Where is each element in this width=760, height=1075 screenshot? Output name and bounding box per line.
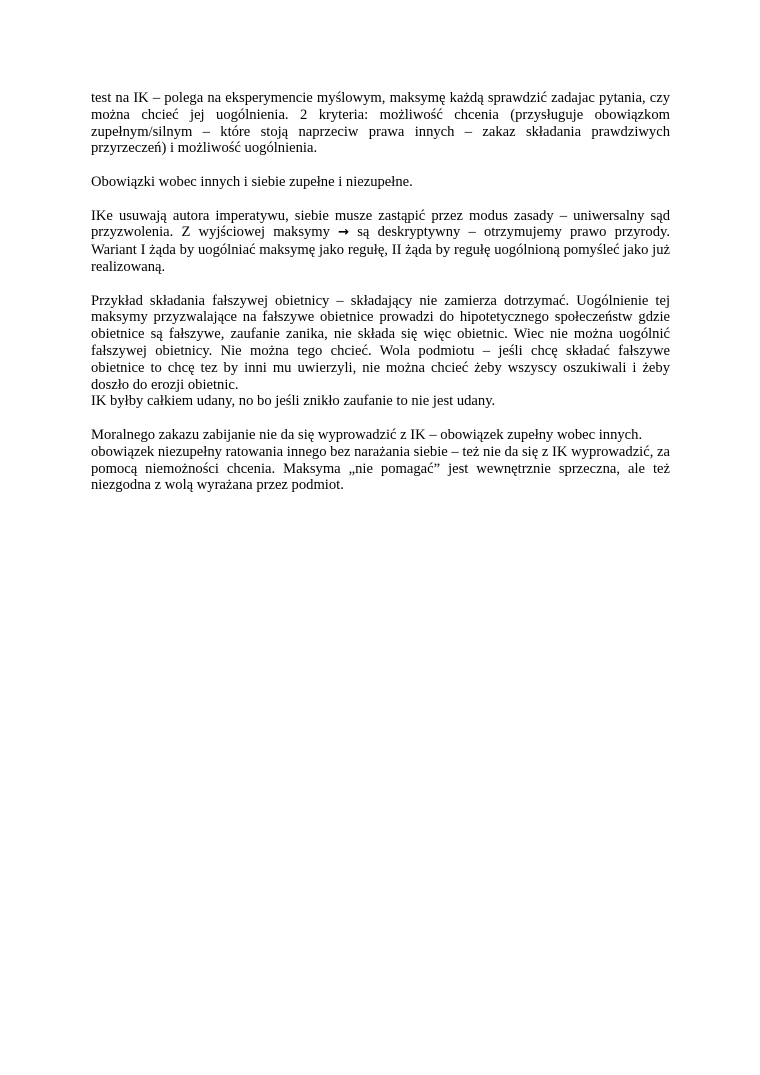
paragraph-text: test na IK – polega na eksperymencie myślowym, maksymę każdą sprawdzić zadajac pytania, czy można chcieć jej uogólnienia. 2 kryteria: możliwość chcenia (przysługuje obowiązkom zupełnym/silnym – które stoją naprzeciw prawa innych – zakaz składania prawdziwych przyrzeczeń) i możliwość uogólnienia. <box>91 90 670 157</box>
paragraph-duties <box>91 174 670 191</box>
document-body <box>91 90 670 511</box>
paragraph-text-after-arrow: są deskryptywny – otrzymujemy prawo przyrody. Wariant I żąda by uogólniać maksymę jako regułę, II żąda by regułę uogólnioną pomyśleć jako już realizowaną. <box>91 224 671 275</box>
paragraph-text: Przykład składania fałszywej obietnicy – składający nie zamierza dotrzymać. Uogólnienie tej maksymy przyzwalające na fałszywe obietnice prowadzi do hipotetycznego społeczeństw gdzie obietnice są fałszywe, zaufanie zanika, nie składa się więc obietnic. Wiec nie można uogólnić fałszywej obietnicy. Nie można tego chcieć. Wola podmiotu – jeśli chcę składać fałszywe obietnice to chcę tez by inni mu uwierzyli, nie można chcieć żeby wszyscy oszukiwali i żeby doszło do erozji obietnic. <box>91 292 670 393</box>
paragraph-text-before-arrow: IKe usuwają autora imperatywu, siebie musze zastąpić przez modus zasady – uniwersalny sąd przyzwolenia. Z wyjściowej maksymy <box>91 207 670 241</box>
paragraph-text: IK byłby całkiem udany, no bo jeśli znikło zaufanie to nie jest udany. <box>91 393 496 410</box>
paragraph-false-promise <box>91 293 670 411</box>
right-arrow-icon: → <box>338 225 350 241</box>
paragraph-text: Moralnego zakazu zabijanie nie da się wyprowadzić z IK – obowiązek zupełny wobec innych. <box>91 426 643 443</box>
paragraph-killing-prohibition <box>91 427 670 494</box>
paragraph-ik-test <box>91 90 670 157</box>
paragraph-text: Obowiązki wobec innych i siebie zupełne i niezupełne. <box>91 173 413 190</box>
paragraph-text: obowiązek niezupełny ratowania innego bez narażania siebie – też nie da się z IK wyprowadzić, za pomocą niemożności chcenia. Maksyma „nie pomagać” jest wewnętrznie sprzeczna, ale też niezgodna z wolą wyrażana przez podmiot. <box>91 443 670 494</box>
paragraph-ike-author <box>91 208 670 276</box>
